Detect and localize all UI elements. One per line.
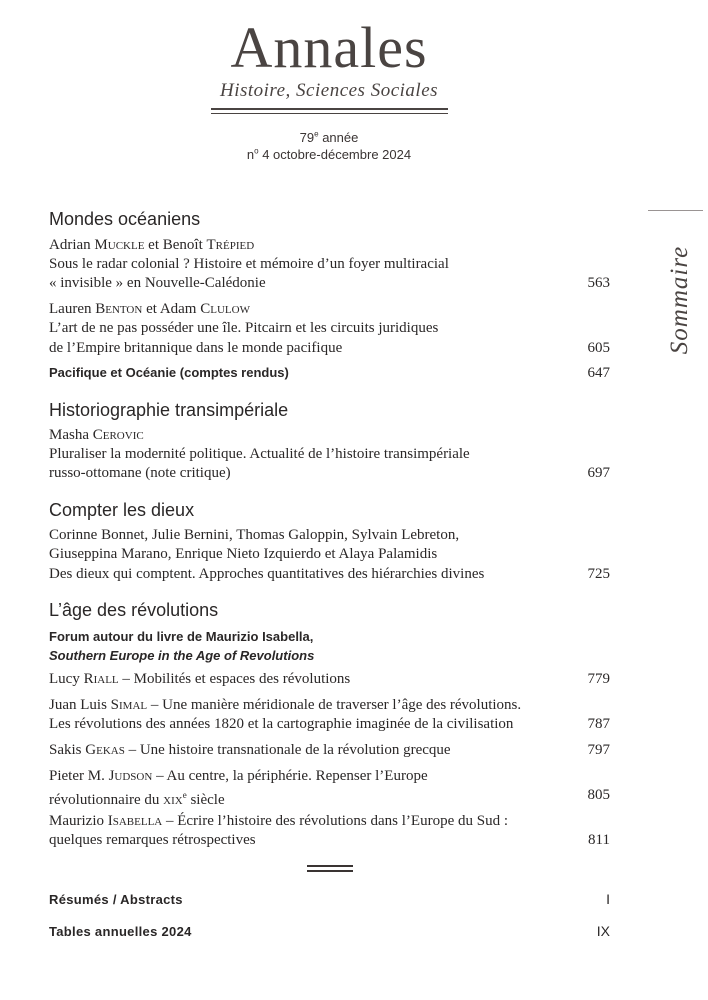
article-authors-cont: Giuseppina Marano, Enrique Nieto Izquierdo et Alaya Palamidis [49, 546, 438, 562]
article-title-cont[interactable]: « invisible » en Nouvelle-Calédonie [49, 275, 266, 291]
article-entry-cont[interactable]: Les révolutions des années 1820 et la cartographie imaginée de la civilisation [49, 716, 514, 732]
section-title-age-des-revolutions[interactable]: L’âge des révolutions [49, 600, 219, 620]
masthead-rule [211, 108, 448, 110]
page-number: 725 [587, 566, 610, 582]
page-number: 811 [588, 832, 610, 848]
page-number: I [606, 891, 610, 907]
article-entry[interactable]: Maurizio Isabella – Écrire l’histoire des révolutions dans l’Europe du Sud : [49, 813, 508, 829]
page-number: 563 [587, 275, 610, 291]
page-number: 805 [587, 787, 610, 803]
article-entry[interactable]: Sakis Gekas – Une histoire transnationale de la révolution grecque [49, 742, 451, 758]
article-entry[interactable]: Pieter M. Judson – Au centre, la périphérie. Repenser l’Europe [49, 768, 428, 784]
journal-title: Annales [230, 15, 428, 80]
article-title-cont[interactable]: de l’Empire britannique dans le monde pacifique [49, 340, 343, 356]
masthead-rule-thin [211, 113, 448, 114]
forum-heading: Forum autour du livre de Maurizio Isabella, [49, 629, 314, 644]
article-title-cont[interactable]: russo-ottomane (note critique) [49, 465, 231, 481]
page-number: 647 [587, 365, 610, 381]
article-entry[interactable]: Juan Luis Simal – Une manière méridionale de traverser l’âge des révolutions. [49, 697, 522, 713]
article-authors: Lauren Benton et Adam Clulow [49, 301, 250, 317]
article-authors: Adrian Muckle et Benoît Trépied [49, 237, 255, 253]
article-title[interactable]: L’art de ne pas posséder une île. Pitcairn et les circuits juridiques [49, 320, 439, 336]
page-number: 797 [587, 742, 610, 758]
annual-tables-link[interactable]: Tables annuelles 2024 [49, 924, 192, 939]
sidebar-rule [648, 210, 703, 211]
section-title-mondes-oceaniens[interactable]: Mondes océaniens [49, 209, 201, 229]
sommaire-label: Sommaire [666, 245, 693, 355]
page-number: 787 [587, 716, 610, 732]
page-number: 779 [587, 671, 610, 687]
divider-rule [307, 870, 353, 872]
article-entry[interactable]: Lucy Riall – Mobilités et espaces des révolutions [49, 671, 351, 687]
page-number: 697 [587, 465, 610, 481]
journal-subtitle: Histoire, Sciences Sociales [219, 80, 439, 101]
abstracts-link[interactable]: Résumés / Abstracts [49, 892, 183, 907]
section-title-compter-les-dieux[interactable]: Compter les dieux [49, 500, 195, 520]
divider-rule [307, 865, 353, 867]
article-authors: Corinne Bonnet, Julie Bernini, Thomas Galoppin, Sylvain Lebreton, [49, 527, 460, 543]
issue-number: $n^o$ 4 octobre-décembre 2024 [246, 146, 412, 162]
article-title[interactable]: Pluraliser la modernité politique. Actualité de l’histoire transimpériale [49, 446, 470, 462]
forum-book-title: Southern Europe in the Age of Revolutions [49, 648, 315, 663]
article-authors: Masha Cerovic [49, 427, 144, 443]
page-number: IX [596, 923, 610, 939]
reviews-link[interactable]: Pacifique et Océanie (comptes rendus) [49, 365, 289, 380]
article-title[interactable]: Des dieux qui comptent. Approches quantitatives des hiérarchies divines [49, 566, 485, 582]
article-entry-cont[interactable]: révolutionnaire du xix$^e$ siècle [49, 790, 225, 808]
volume-year: 79e année [299, 129, 359, 145]
article-entry-cont[interactable]: quelques remarques rétrospectives [49, 832, 256, 848]
page-number: 605 [587, 340, 610, 356]
section-title-historiographie[interactable]: Historiographie transimpériale [49, 400, 289, 420]
article-title[interactable]: Sous le radar colonial ? Histoire et mémoire d’un foyer multiracial [49, 256, 449, 272]
